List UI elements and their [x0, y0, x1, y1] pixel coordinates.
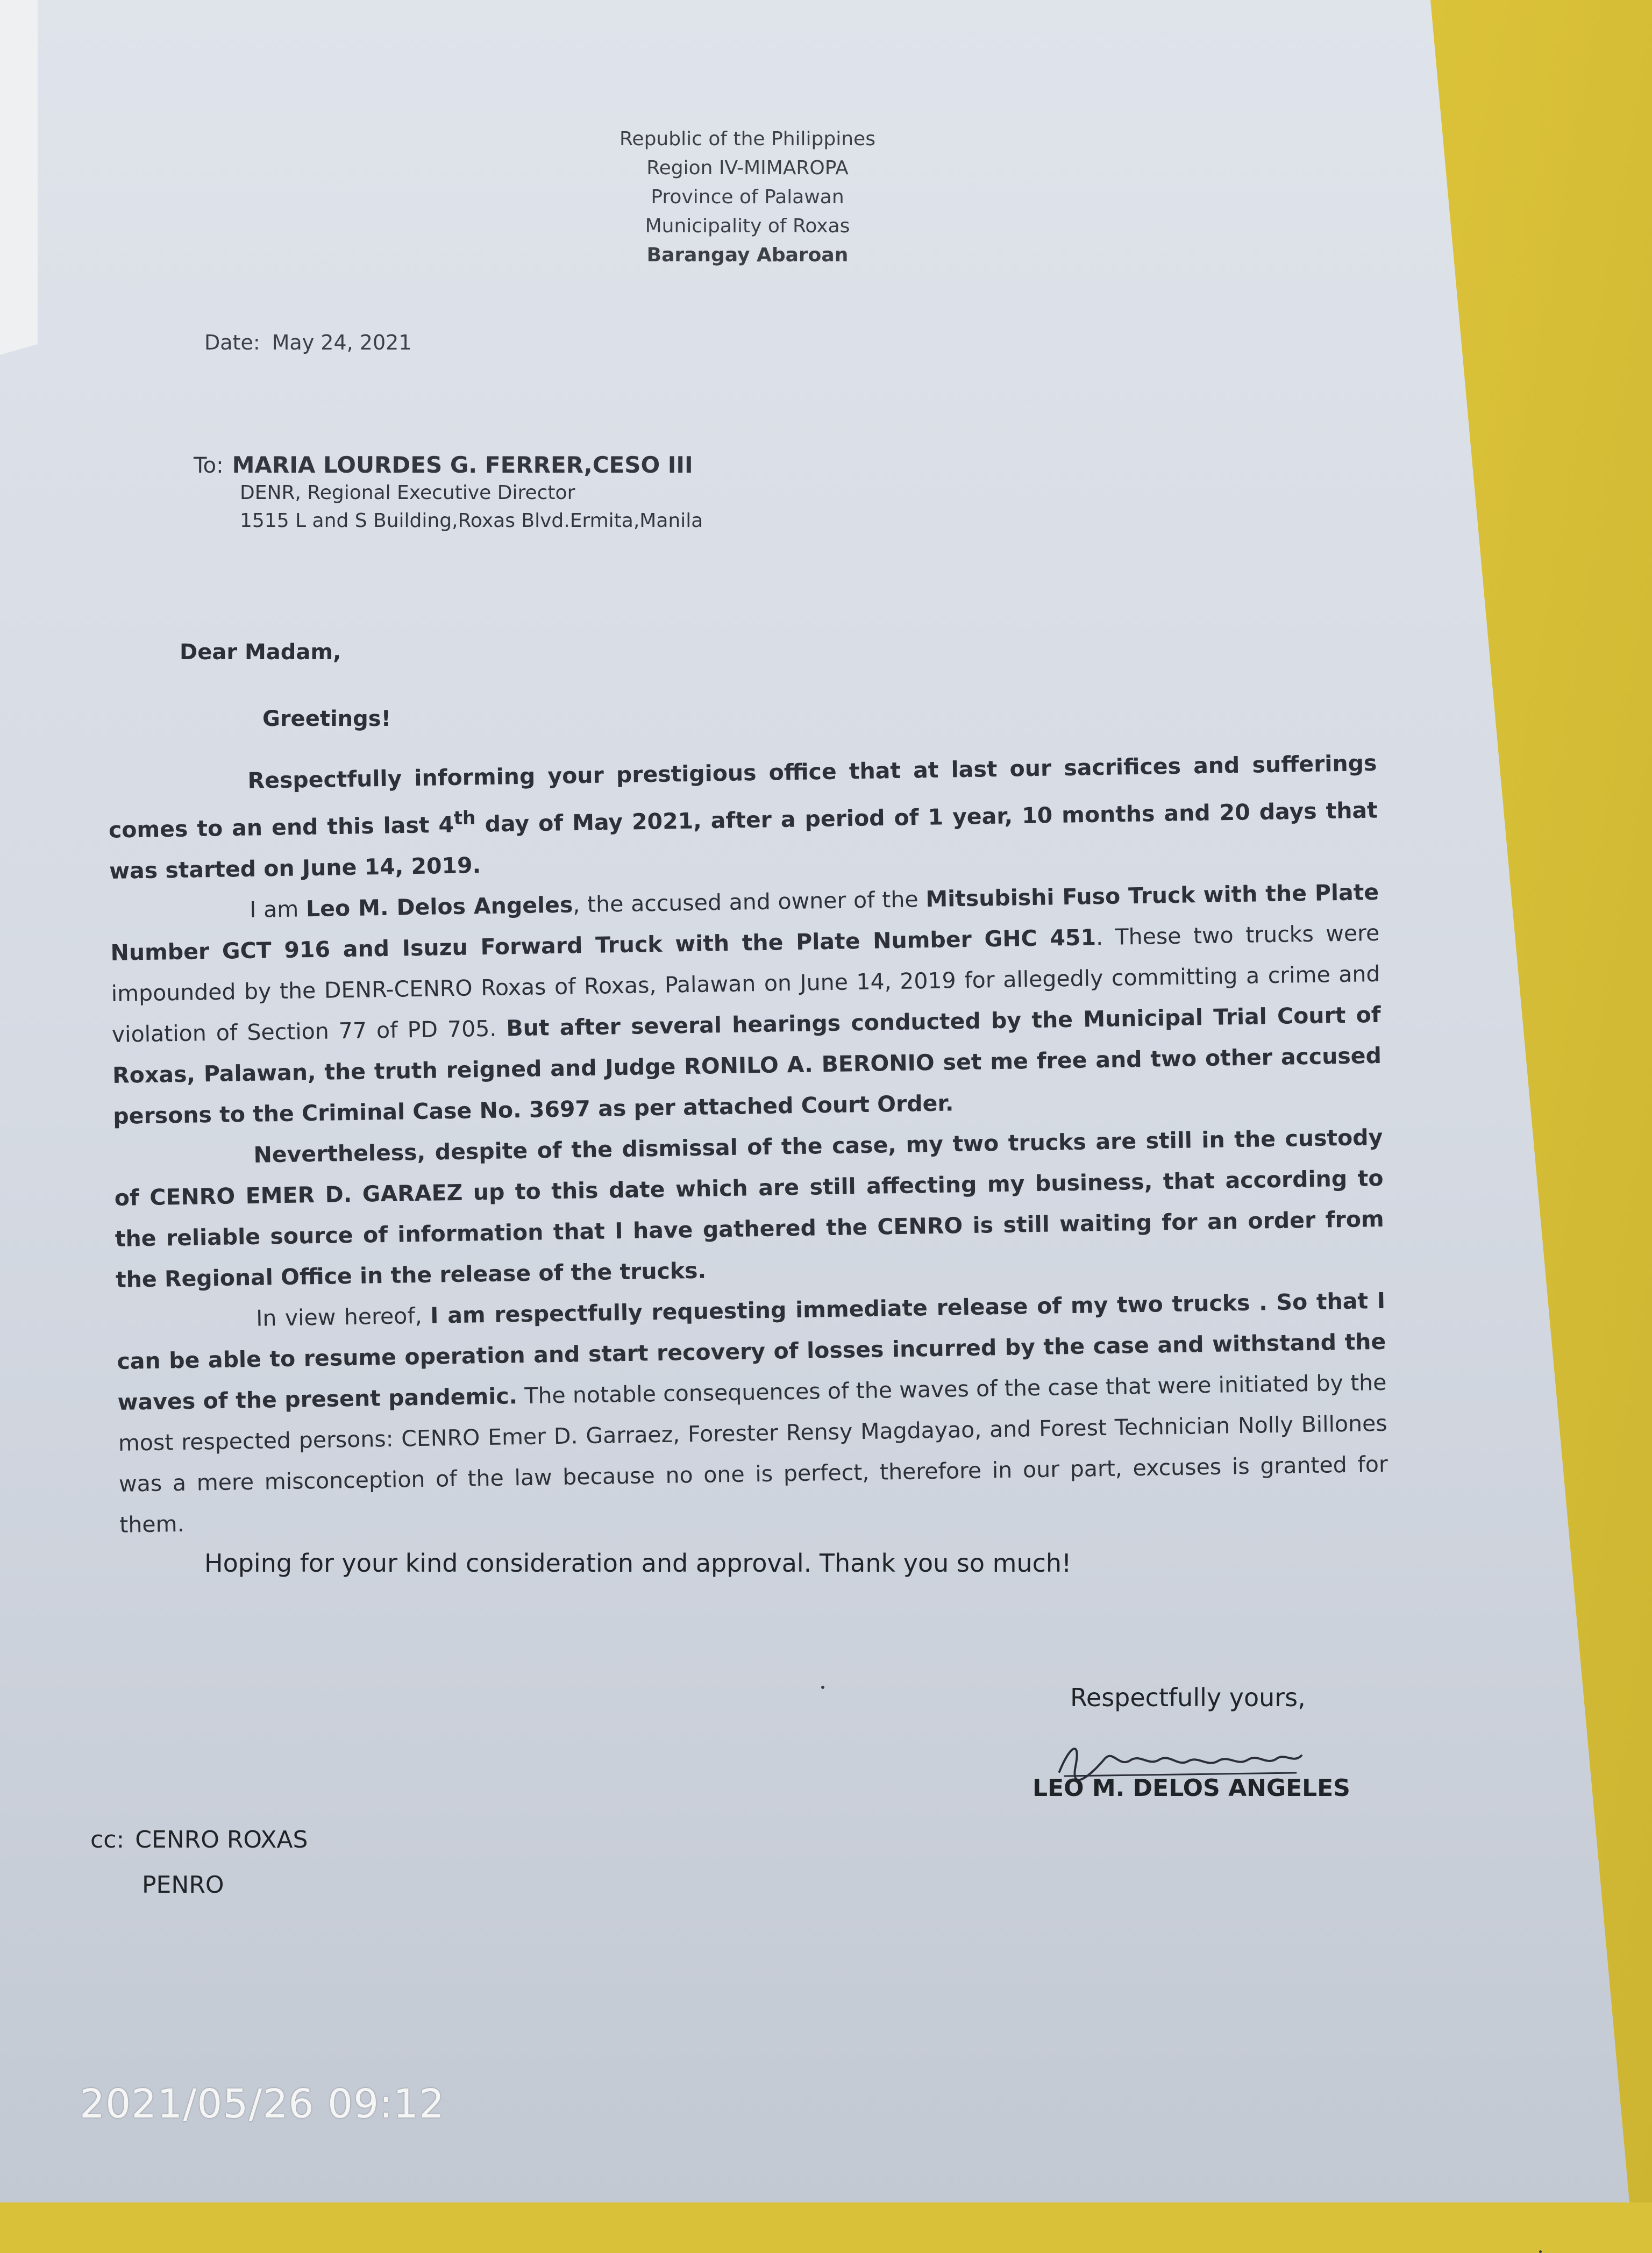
- ink-speck: [821, 1686, 824, 1689]
- paragraph-1-text-b: day of May 2021, after a period of 1 year, 10 months and 20 days that was started on June 14, 2019.: [109, 797, 1378, 884]
- cc-block: [90, 1817, 308, 1908]
- paragraph-4: [116, 1280, 1389, 1545]
- letterhead-municipality: Municipality of Roxas: [645, 215, 850, 237]
- recipient-address: 1515 L and S Building,Roxas Blvd.Ermita,Manila: [240, 510, 703, 532]
- closing-line: Hoping for your kind consideration and approval. Thank you so much!: [204, 1549, 1072, 1578]
- paragraph-3: Nevertheless, despite of the dismissal of the case, my two trucks are still in the custody of CENRO EMER D. GARAEZ up to this date which are still affecting my business, that according to the reliable source of information that I have gathered the CENRO is still waiting for an order from the Regional Office in the release of the trucks.: [114, 1124, 1384, 1293]
- recipient-label: To:: [194, 453, 224, 478]
- cc-item: PENRO: [142, 1871, 224, 1899]
- cc-label: cc:: [90, 1826, 125, 1853]
- paragraph-4-text-a: In view hereof,: [255, 1302, 431, 1331]
- photo-timestamp: 2021/05/26 09:12: [80, 2081, 445, 2127]
- valediction: Respectfully yours,: [1070, 1683, 1306, 1712]
- date-label: Date:: [204, 331, 260, 354]
- salutation: Dear Madam,: [180, 640, 341, 665]
- paragraph-1-text-a: Respectfully informing your prestigious office that at last our sacrifices and sufferings comes to an end this last 4: [108, 750, 1377, 843]
- letterhead-country: Republic of the Philippines: [620, 128, 875, 150]
- recipient-title: DENR, Regional Executive Director: [240, 482, 575, 504]
- ordinal-suffix: th: [453, 807, 476, 829]
- recipient-block: [194, 452, 703, 536]
- paragraph-2: [110, 872, 1383, 1137]
- paragraph-2-text-e: . These two trucks were impounded by the DENR-CENRO Roxas of Roxas, Palawan on June 14, 2019 for allegedly committing a crime and violation of Section 77 of PD 705.: [111, 919, 1380, 1047]
- paragraph-2-text-a: I am: [249, 895, 307, 923]
- letterhead: [597, 125, 898, 270]
- letterhead-barangay: Barangay Abaroan: [646, 244, 849, 266]
- letterhead-region: Region IV-MIMAROPA: [646, 157, 849, 179]
- cc-item: CENRO ROXAS: [135, 1826, 308, 1853]
- paragraph-1: [108, 743, 1378, 892]
- signer-name: LEO M. DELOS ANGELES: [1032, 1774, 1350, 1802]
- greeting: Greetings!: [262, 707, 391, 731]
- paragraph-4-text-c: The notable consequences of the waves of the case that were initiated by the most respected persons: CENRO Emer D. Garraez, Forester Rensy Magdayao, and Forest Technician Nolly Billones was a mere misconception of the law because no one is perfect, therefore in our part, excuses is granted for them.: [118, 1369, 1388, 1538]
- ink-speck: [1539, 2250, 1542, 2253]
- date-line: [204, 331, 412, 354]
- letter-body: [108, 743, 1389, 1545]
- paragraph-2-court-ruling: But after several hearings conducted by the Municipal Trial Court of Roxas, Palawan, the truth reigned and Judge RONILO A. BERONIO set me free and two other accused persons to the Criminal Case No. 3697 as per attached Court Order.: [112, 1001, 1382, 1129]
- letterhead-province: Province of Palawan: [651, 186, 844, 208]
- recipient-name: MARIA LOURDES G. FERRER,CESO III: [232, 452, 693, 478]
- paragraph-2-text-c: , the accused and owner of the: [572, 886, 926, 918]
- paragraph-2-accused-name: Leo M. Delos Angeles: [305, 892, 573, 922]
- paragraph-4-request: I am respectfully requesting immediate release of my two trucks . So that I can be able to resume operation and start recovery of losses incurred by the case and withstand the waves of the present pandemic.: [117, 1287, 1386, 1415]
- paragraph-2-trucks: Mitsubishi Fuso Truck with the Plate Number GCT 916 and Isuzu Forward Truck with the Plate Number GHC 451: [110, 879, 1379, 966]
- date-value: May 24, 2021: [272, 331, 412, 354]
